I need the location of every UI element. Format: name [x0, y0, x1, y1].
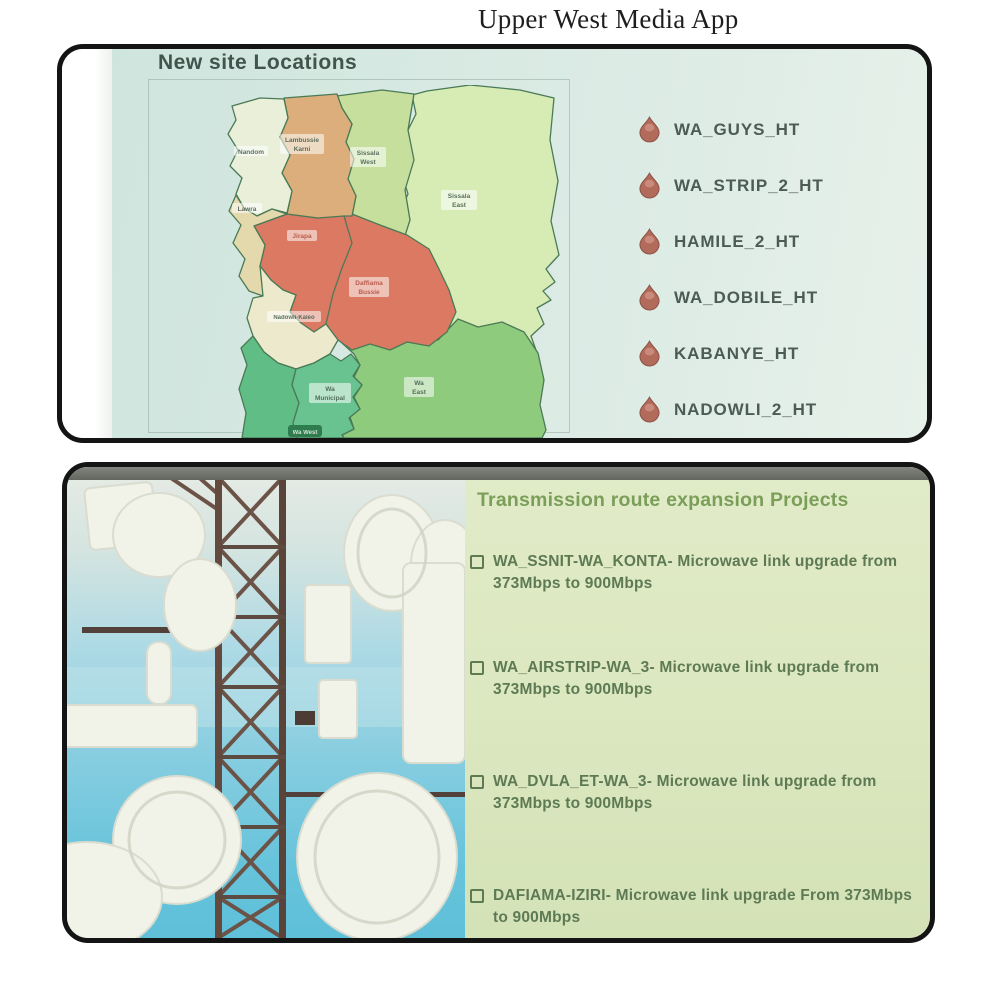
district-label: Jirapa — [292, 233, 312, 240]
district-lambussie-karni — [280, 94, 356, 218]
district-label: Nadowli-Kaleo — [273, 315, 315, 321]
slide-heading: New site Locations — [158, 51, 358, 74]
slide-top-strip — [67, 467, 930, 480]
project-item — [470, 551, 922, 596]
checkbox-bullet-icon — [470, 775, 484, 789]
project-text: DAFIAMA-IZIRI- Microwave link upgrade From 373Mbps to 900Mbps — [493, 887, 913, 927]
upper-west-district-map — [200, 85, 604, 438]
site-marker-icon — [638, 116, 661, 143]
site-marker-icon — [638, 340, 661, 367]
project-text: WA_AIRSTRIP-WA_3- Microwave link upgrade from 373Mbps to 900Mbps — [493, 659, 880, 699]
project-text: WA_SSNIT-WA_KONTA- Microwave link upgrade from 373Mbps to 900Mbps — [493, 553, 898, 593]
checkbox-bullet-icon — [470, 889, 484, 903]
site-marker-icon — [638, 396, 661, 423]
legend-item — [638, 229, 824, 254]
district-label: Wa — [414, 380, 424, 387]
site-marker-icon — [638, 284, 661, 311]
district-label: Wa West — [292, 430, 318, 436]
district-label: East — [452, 202, 466, 209]
legend-item — [638, 117, 824, 142]
legend-item — [638, 173, 824, 198]
district-label: Bussie — [358, 289, 380, 296]
legend-label: KABANYE_HT — [674, 343, 800, 363]
district-label: Sissala — [356, 150, 380, 157]
checkbox-bullet-icon — [470, 555, 484, 569]
transmission-heading: Transmission route expansion Projects — [477, 489, 849, 511]
mount-bracket — [295, 711, 315, 725]
slide-background — [62, 49, 927, 438]
district-label: Municipal — [315, 395, 345, 402]
legend-label: HAMILE_2_HT — [674, 231, 801, 251]
district-label: Nandom — [238, 149, 264, 156]
site-marker-icon — [638, 228, 661, 255]
transmission-projects-slide[interactable] — [62, 462, 935, 943]
new-site-locations-slide[interactable] — [57, 44, 932, 443]
slide-edge-strip — [62, 49, 112, 438]
tower-leg — [279, 467, 286, 938]
project-item — [470, 885, 922, 930]
legend-label: WA_GUYS_HT — [674, 119, 801, 139]
legend-item — [638, 341, 824, 366]
telecom-tower-photo — [67, 467, 465, 938]
legend-item — [638, 397, 824, 422]
project-item — [470, 771, 922, 816]
page-title: Upper West Media App — [478, 4, 739, 34]
district-label: Daffiama — [355, 280, 383, 287]
legend-label: WA_DOBILE_HT — [674, 287, 818, 307]
district-label: East — [412, 389, 426, 396]
district-label: West — [360, 159, 376, 166]
legend-label: WA_STRIP_2_HT — [674, 175, 824, 195]
legend-item — [638, 285, 824, 310]
projects-panel — [465, 467, 930, 938]
project-item — [470, 657, 922, 702]
district-label: Lawra — [237, 206, 257, 213]
district-label: Lambussie — [285, 137, 319, 144]
site-marker-icon — [638, 172, 661, 199]
site-legend — [638, 117, 824, 422]
legend-label: NADOWLI_2_HT — [674, 399, 818, 419]
district-label: Wa — [325, 386, 335, 393]
district-label: Sissala — [447, 193, 471, 200]
checkbox-bullet-icon — [470, 661, 484, 675]
project-text: WA_DVLA_ET-WA_3- Microwave link upgrade from 373Mbps to 900Mbps — [493, 773, 877, 813]
district-label: Karni — [293, 146, 311, 153]
